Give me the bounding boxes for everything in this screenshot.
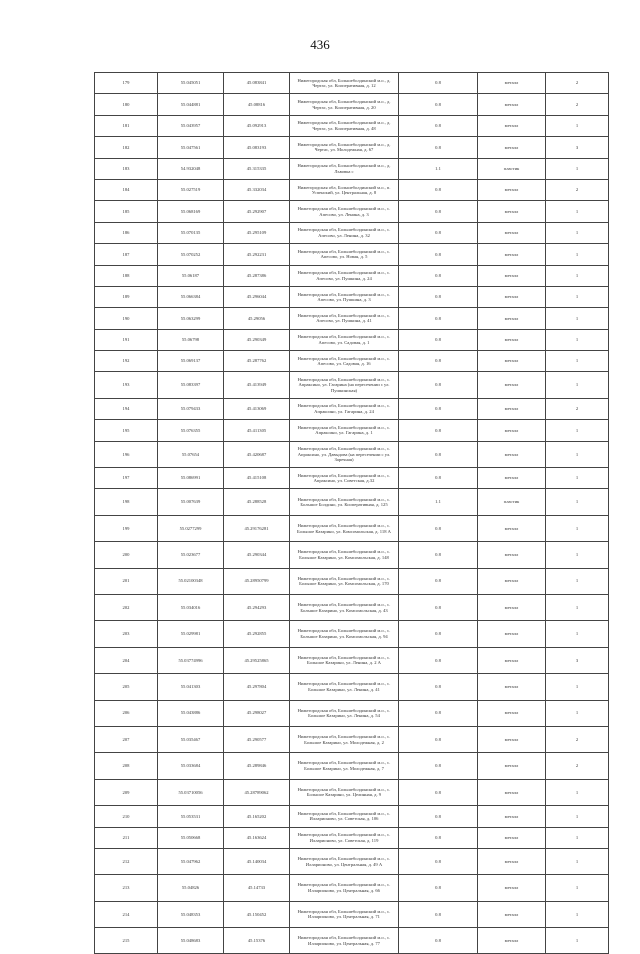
cell-count: 1 <box>546 700 609 726</box>
cell-count: 1 <box>546 674 609 700</box>
cell-number: 200 <box>95 542 158 568</box>
cell-longitude: 45.290349 <box>224 329 290 350</box>
cell-latitude: 55.070135 <box>158 222 224 243</box>
cell-volume: 0.8 <box>399 115 478 136</box>
registry-table <box>94 72 609 954</box>
cell-volume: 0.8 <box>399 700 478 726</box>
cell-material: металл <box>478 286 546 307</box>
cell-latitude: 55.027519 <box>158 179 224 200</box>
cell-number: 193 <box>95 372 158 398</box>
cell-number: 213 <box>95 875 158 901</box>
cell-longitude: 45.315335 <box>224 158 290 179</box>
cell-address: Нижегородская обл, Большеболдинский м.о., с. Большое Казарино, ул. Комсомольская, д. 118 А <box>290 515 399 541</box>
cell-material: металл <box>478 73 546 94</box>
cell-count: 1 <box>546 542 609 568</box>
cell-count: 3 <box>546 647 609 673</box>
cell-address: Нижегородская обл, Большеболдинский м.о., с. Большое Казарино, ул. Ленина, д. 41 <box>290 674 399 700</box>
cell-address: Нижегородская обл, Большеболдинский м.о., с. Большое Казарино, ул. Целинная, д. 9 <box>290 779 399 805</box>
cell-count: 1 <box>546 848 609 874</box>
cell-number: 197 <box>95 468 158 489</box>
cell-latitude: 55.079433 <box>158 398 224 419</box>
cell-material: металл <box>478 441 546 467</box>
cell-volume: 0.8 <box>399 286 478 307</box>
cell-number: 204 <box>95 647 158 673</box>
cell-material: металл <box>478 848 546 874</box>
cell-longitude: 45.165202 <box>224 806 290 827</box>
cell-longitude: 45.415108 <box>224 468 290 489</box>
cell-address: Нижегородская обл, Большеболдинский м.о., д. Чертас, ул. Кооперативная, д. 48 <box>290 115 399 136</box>
cell-longitude: 45.08816 <box>224 94 290 115</box>
cell-count: 2 <box>546 398 609 419</box>
cell-volume: 0.8 <box>399 468 478 489</box>
cell-material: металл <box>478 901 546 927</box>
registry-table-body <box>95 73 609 954</box>
cell-address: Нижегородская обл, Большеболдинский м.о., д. Чертас, ул. Кооперативная, д. 12 <box>290 73 399 94</box>
cell-material: пластик <box>478 158 546 179</box>
table-row <box>95 351 609 372</box>
cell-count: 1 <box>546 901 609 927</box>
cell-volume: 0.8 <box>399 94 478 115</box>
cell-longitude: 45.083193 <box>224 137 290 158</box>
cell-longitude: 45.29056 <box>224 308 290 329</box>
table-row <box>95 372 609 398</box>
cell-address: Нижегородская обл, Большеболдинский м.о., с. Илларионово, ул. Центральная, д. 49 А <box>290 848 399 874</box>
cell-count: 1 <box>546 441 609 467</box>
cell-material: металл <box>478 179 546 200</box>
cell-address: Нижегородская обл, Большеболдинский м.о., с. Большое Казарино, ул. Комсомольская, д. 94 <box>290 621 399 647</box>
cell-number: 198 <box>95 489 158 515</box>
cell-volume: 0.8 <box>399 398 478 419</box>
cell-volume: 0.8 <box>399 372 478 398</box>
cell-latitude: 55.070252 <box>158 244 224 265</box>
cell-longitude: 45.287762 <box>224 351 290 372</box>
cell-latitude: 55.063299 <box>158 308 224 329</box>
table-row <box>95 201 609 222</box>
cell-address: Нижегородская обл, Большеболдинский м.о., с. Апесово, ул. Садовая, д. 16 <box>290 351 399 372</box>
cell-material: металл <box>478 222 546 243</box>
cell-number: 186 <box>95 222 158 243</box>
cell-address: Нижегородская обл, Большеболдинский м.о., д. Чертас, ул. Кооперативная, д. 20 <box>290 94 399 115</box>
cell-latitude: 55.047962 <box>158 848 224 874</box>
cell-address: Нижегородская обл, Большеболдинский м.о., с. Большое Казарино, ул. Ленина, д. 54 <box>290 700 399 726</box>
cell-latitude: 55.033684 <box>158 753 224 779</box>
cell-count: 2 <box>546 753 609 779</box>
cell-volume: 0.8 <box>399 647 478 673</box>
cell-material: металл <box>478 726 546 752</box>
cell-material: металл <box>478 398 546 419</box>
table-row <box>95 875 609 901</box>
cell-latitude: 55.041303 <box>158 674 224 700</box>
cell-address: Нижегородская обл, Большеболдинский м.о., с. Апесово, ул. Пушкина, д. 41 <box>290 308 399 329</box>
table-row <box>95 329 609 350</box>
cell-latitude: 55.0277299 <box>158 515 224 541</box>
cell-volume: 0.8 <box>399 222 478 243</box>
cell-material: металл <box>478 700 546 726</box>
cell-number: 185 <box>95 201 158 222</box>
cell-number: 191 <box>95 329 158 350</box>
cell-volume: 0.8 <box>399 568 478 594</box>
cell-volume: 0.8 <box>399 594 478 620</box>
table-row <box>95 901 609 927</box>
cell-count: 2 <box>546 179 609 200</box>
table-row <box>95 806 609 827</box>
cell-longitude: 45.29176281 <box>224 515 290 541</box>
cell-number: 212 <box>95 848 158 874</box>
cell-volume: 0.8 <box>399 901 478 927</box>
cell-number: 181 <box>95 115 158 136</box>
table-row <box>95 542 609 568</box>
page-number: 436 <box>310 37 330 52</box>
cell-latitude: 55.045051 <box>158 73 224 94</box>
cell-volume: 0.8 <box>399 179 478 200</box>
cell-volume: 0.8 <box>399 351 478 372</box>
cell-material: пластик <box>478 489 546 515</box>
cell-number: 179 <box>95 73 158 94</box>
cell-address: Нижегородская обл, Большеболдинский м.о., с. Апраксино, ул. Гагарина, д. 24 <box>290 398 399 419</box>
cell-latitude: 55.02100348 <box>158 568 224 594</box>
cell-count: 1 <box>546 806 609 827</box>
cell-number: 211 <box>95 827 158 848</box>
cell-address: Нижегородская обл, Большеболдинский м.о., с. Апесово, ул. Новая, д. 5 <box>290 244 399 265</box>
cell-material: металл <box>478 137 546 158</box>
cell-count: 3 <box>546 137 609 158</box>
cell-number: 196 <box>95 441 158 467</box>
cell-volume: 0.8 <box>399 420 478 441</box>
cell-count: 1 <box>546 827 609 848</box>
cell-longitude: 45.420687 <box>224 441 290 467</box>
table-row <box>95 568 609 594</box>
cell-number: 214 <box>95 901 158 927</box>
cell-count: 2 <box>546 73 609 94</box>
cell-longitude: 45.092913 <box>224 115 290 136</box>
cell-volume: 0.8 <box>399 848 478 874</box>
cell-volume: 0.8 <box>399 779 478 805</box>
cell-volume: 0.8 <box>399 515 478 541</box>
cell-longitude: 45.298027 <box>224 700 290 726</box>
cell-material: металл <box>478 753 546 779</box>
cell-count: 1 <box>546 875 609 901</box>
cell-material: металл <box>478 647 546 673</box>
cell-address: Нижегородская обл, Большеболдинский м.о., с. Апраксино, ул. Гагарина (на пересечении с ул. Пушкинская) <box>290 372 399 398</box>
cell-latitude: 55.023677 <box>158 542 224 568</box>
cell-longitude: 45.288528 <box>224 489 290 515</box>
cell-volume: 0.8 <box>399 827 478 848</box>
cell-count: 1 <box>546 928 609 954</box>
cell-number: 207 <box>95 726 158 752</box>
cell-longitude: 45.14733 <box>224 875 290 901</box>
table-row <box>95 674 609 700</box>
cell-longitude: 45.140034 <box>224 848 290 874</box>
cell-number: 187 <box>95 244 158 265</box>
cell-longitude: 45.296044 <box>224 286 290 307</box>
cell-longitude: 45.292907 <box>224 201 290 222</box>
cell-material: металл <box>478 674 546 700</box>
cell-volume: 0.8 <box>399 542 478 568</box>
cell-address: Нижегородская обл, Большеболдинский м.о., с. Илларионово, ул. Советская, д. 119 <box>290 827 399 848</box>
cell-material: металл <box>478 779 546 805</box>
table-row <box>95 848 609 874</box>
cell-count: 1 <box>546 115 609 136</box>
cell-material: металл <box>478 928 546 954</box>
cell-address: Нижегородская обл, Большеболдинский м.о., с. Апраксино, ул. Гагарина, д. 1 <box>290 420 399 441</box>
table-row <box>95 94 609 115</box>
cell-address: Нижегородская обл, Большеболдинский м.о., с. Апесово, ул. Пушкина, д. 3 <box>290 286 399 307</box>
cell-latitude: 54.932048 <box>158 158 224 179</box>
cell-number: 190 <box>95 308 158 329</box>
cell-volume: 0.8 <box>399 806 478 827</box>
cell-longitude: 45.083841 <box>224 73 290 94</box>
table-row <box>95 928 609 954</box>
cell-latitude: 55.050668 <box>158 827 224 848</box>
cell-address: Нижегородская обл, Большеболдинский м.о., с. Большое Болдино, ул. Кооперативная, д. 125 <box>290 489 399 515</box>
cell-count: 1 <box>546 621 609 647</box>
cell-count: 1 <box>546 420 609 441</box>
cell-count: 1 <box>546 265 609 286</box>
cell-material: металл <box>478 244 546 265</box>
cell-latitude: 55.047561 <box>158 137 224 158</box>
table-row <box>95 441 609 467</box>
cell-latitude: 55.044881 <box>158 94 224 115</box>
cell-number: 203 <box>95 621 158 647</box>
cell-latitude: 55.076355 <box>158 420 224 441</box>
cell-volume: 0.8 <box>399 875 478 901</box>
cell-longitude: 45.28789062 <box>224 779 290 805</box>
cell-number: 180 <box>95 94 158 115</box>
cell-longitude: 45.297804 <box>224 674 290 700</box>
cell-count: 1 <box>546 515 609 541</box>
cell-number: 192 <box>95 351 158 372</box>
cell-material: металл <box>478 621 546 647</box>
cell-address: Нижегородская обл, Большеболдинский м.о., с. Апесово, ул. Пушкина, д. 24 <box>290 265 399 286</box>
table-row <box>95 398 609 419</box>
cell-number: 195 <box>95 420 158 441</box>
cell-number: 184 <box>95 179 158 200</box>
cell-address: Нижегородская обл, Большеболдинский м.о., с. Илларионово, ул. Центральная, д. 71 <box>290 901 399 927</box>
cell-number: 202 <box>95 594 158 620</box>
cell-latitude: 55.043886 <box>158 700 224 726</box>
cell-address: Нижегородская обл, Большеболдинский м.о., с. Большое Казарино, ул. Молодежная, д. 7 <box>290 753 399 779</box>
cell-latitude: 55.069137 <box>158 351 224 372</box>
cell-latitude: 55.083397 <box>158 372 224 398</box>
cell-material: металл <box>478 265 546 286</box>
cell-count: 1 <box>546 308 609 329</box>
cell-longitude: 45.150452 <box>224 901 290 927</box>
cell-material: металл <box>478 94 546 115</box>
table-row <box>95 286 609 307</box>
cell-material: металл <box>478 568 546 594</box>
cell-address: Нижегородская обл, Большеболдинский м.о., с. Апесово, ул. Ленина, д. 3 <box>290 201 399 222</box>
table-row <box>95 726 609 752</box>
table-row <box>95 621 609 647</box>
cell-volume: 0.8 <box>399 753 478 779</box>
cell-count: 2 <box>546 94 609 115</box>
table-row <box>95 468 609 489</box>
cell-count: 1 <box>546 286 609 307</box>
cell-number: 183 <box>95 158 158 179</box>
cell-count: 1 <box>546 489 609 515</box>
cell-address: Нижегородская обл, Большеболдинский м.о., с. Большое Казарино, ул. Молодежная, д. 2 <box>290 726 399 752</box>
cell-volume: 0.8 <box>399 928 478 954</box>
cell-material: металл <box>478 827 546 848</box>
cell-number: 209 <box>95 779 158 805</box>
cell-longitude: 45.289846 <box>224 753 290 779</box>
cell-volume: 0.8 <box>399 621 478 647</box>
cell-number: 206 <box>95 700 158 726</box>
cell-address: Нижегородская обл, Большеболдинский м.о., с. Большое Казарино, ул. Комсомольская, д. 170 <box>290 568 399 594</box>
table-row <box>95 515 609 541</box>
cell-longitude: 45.411305 <box>224 420 290 441</box>
table-row <box>95 827 609 848</box>
cell-number: 208 <box>95 753 158 779</box>
cell-address: Нижегородская обл, Большеболдинский м.о., д. Львовка с <box>290 158 399 179</box>
table-row <box>95 179 609 200</box>
cell-count: 1 <box>546 158 609 179</box>
cell-longitude: 45.163624 <box>224 827 290 848</box>
cell-number: 182 <box>95 137 158 158</box>
cell-volume: 1.1 <box>399 158 478 179</box>
cell-address: Нижегородская обл, Большеболдинский м.о., с. Апесово, ул. Ленина, д. 32 <box>290 222 399 243</box>
cell-material: металл <box>478 308 546 329</box>
cell-count: 1 <box>546 244 609 265</box>
table-row <box>95 700 609 726</box>
cell-count: 1 <box>546 222 609 243</box>
cell-count: 1 <box>546 201 609 222</box>
cell-longitude: 45.413069 <box>224 398 290 419</box>
cell-number: 188 <box>95 265 158 286</box>
cell-longitude: 45.295109 <box>224 222 290 243</box>
cell-volume: 1.1 <box>399 489 478 515</box>
table-row <box>95 489 609 515</box>
table-row <box>95 265 609 286</box>
cell-volume: 0.8 <box>399 329 478 350</box>
cell-longitude: 45.413949 <box>224 372 290 398</box>
cell-material: металл <box>478 875 546 901</box>
cell-latitude: 55.048683 <box>158 928 224 954</box>
table-row <box>95 647 609 673</box>
table-row <box>95 73 609 94</box>
cell-volume: 0.8 <box>399 201 478 222</box>
cell-latitude: 55.053531 <box>158 806 224 827</box>
cell-address: Нижегородская обл, Большеболдинский м.о., с. Апесово, ул. Садовая, д. 1 <box>290 329 399 350</box>
cell-material: металл <box>478 542 546 568</box>
table-row <box>95 308 609 329</box>
cell-longitude: 45.292855 <box>224 621 290 647</box>
cell-count: 1 <box>546 351 609 372</box>
cell-latitude: 55.066384 <box>158 286 224 307</box>
cell-latitude: 55.04826 <box>158 875 224 901</box>
cell-material: металл <box>478 329 546 350</box>
cell-material: металл <box>478 468 546 489</box>
cell-address: Нижегородская обл, Большеболдинский м.о., с. Большое Казарино, ул. Комсомольская, д. 43 <box>290 594 399 620</box>
cell-longitude: 45.292231 <box>224 244 290 265</box>
cell-material: металл <box>478 201 546 222</box>
table-row <box>95 594 609 620</box>
table-row <box>95 244 609 265</box>
cell-volume: 0.8 <box>399 137 478 158</box>
cell-material: металл <box>478 420 546 441</box>
cell-material: металл <box>478 806 546 827</box>
cell-count: 1 <box>546 779 609 805</box>
cell-address: Нижегородская обл, Большеболдинский м.о., с. Илларионово, ул. Центральная, д. 66 <box>290 875 399 901</box>
cell-volume: 0.8 <box>399 674 478 700</box>
cell-material: металл <box>478 515 546 541</box>
cell-volume: 0.8 <box>399 244 478 265</box>
cell-number: 210 <box>95 806 158 827</box>
table-row <box>95 222 609 243</box>
cell-longitude: 45.287386 <box>224 265 290 286</box>
cell-latitude: 55.007639 <box>158 489 224 515</box>
cell-address: Нижегородская обл, Большеболдинский м.о., п. Успенский, ул. Центральная, д. 8 <box>290 179 399 200</box>
cell-latitude: 55.034016 <box>158 594 224 620</box>
cell-longitude: 45.294293 <box>224 594 290 620</box>
table-row <box>95 779 609 805</box>
table-row <box>95 115 609 136</box>
cell-count: 1 <box>546 468 609 489</box>
cell-latitude: 55.06187 <box>158 265 224 286</box>
cell-material: металл <box>478 115 546 136</box>
cell-volume: 0.8 <box>399 265 478 286</box>
cell-latitude: 55.048353 <box>158 901 224 927</box>
cell-latitude: 55.03774996 <box>158 647 224 673</box>
cell-volume: 0.8 <box>399 73 478 94</box>
table-row <box>95 158 609 179</box>
cell-count: 1 <box>546 372 609 398</box>
cell-volume: 0.8 <box>399 726 478 752</box>
cell-count: 1 <box>546 329 609 350</box>
cell-number: 194 <box>95 398 158 419</box>
table-row <box>95 753 609 779</box>
cell-material: металл <box>478 351 546 372</box>
cell-number: 215 <box>95 928 158 954</box>
cell-number: 189 <box>95 286 158 307</box>
cell-address: Нижегородская обл, Большеболдинский м.о., с. Апраксино, ул. Советская, д.32 <box>290 468 399 489</box>
cell-volume: 0.8 <box>399 441 478 467</box>
cell-longitude: 45.28950799 <box>224 568 290 594</box>
cell-number: 201 <box>95 568 158 594</box>
cell-longitude: 45.290577 <box>224 726 290 752</box>
cell-latitude: 55.07654 <box>158 441 224 467</box>
cell-address: Нижегородская обл, Большеболдинский м.о., с. Апраксино, ул. Давыдова (на пересечении с ул. Заречная) <box>290 441 399 467</box>
cell-latitude: 55.043957 <box>158 115 224 136</box>
cell-latitude: 55.06798 <box>158 329 224 350</box>
cell-address: Нижегородская обл, Большеболдинский м.о., с. Большое Казарино, ул. Комсомольская, д. 148 <box>290 542 399 568</box>
cell-number: 205 <box>95 674 158 700</box>
cell-longitude: 45.332034 <box>224 179 290 200</box>
cell-longitude: 45.290344 <box>224 542 290 568</box>
cell-longitude: 45.15376 <box>224 928 290 954</box>
cell-address: Нижегородская обл, Большеболдинский м.о., с. Илларионово, ул. Советская, д. 106 <box>290 806 399 827</box>
cell-count: 2 <box>546 726 609 752</box>
cell-count: 1 <box>546 568 609 594</box>
cell-longitude: 45.29525865 <box>224 647 290 673</box>
cell-count: 1 <box>546 594 609 620</box>
table-row <box>95 137 609 158</box>
cell-material: металл <box>478 594 546 620</box>
cell-material: металл <box>478 372 546 398</box>
cell-address: Нижегородская обл, Большеболдинский м.о., с. Илларионово, ул. Центральная, д. 77 <box>290 928 399 954</box>
cell-address: Нижегородская обл, Большеболдинский м.о., с. Большое Казарино, ул. Ленина, д. 2 А <box>290 647 399 673</box>
cell-latitude: 55.029981 <box>158 621 224 647</box>
cell-latitude: 55.03710056 <box>158 779 224 805</box>
cell-latitude: 55.035467 <box>158 726 224 752</box>
cell-latitude: 55.086991 <box>158 468 224 489</box>
table-row <box>95 420 609 441</box>
cell-latitude: 55.068169 <box>158 201 224 222</box>
cell-number: 199 <box>95 515 158 541</box>
cell-address: Нижегородская обл, Большеболдинский м.о., д. Чертас, ул. Молодежная, д. 67 <box>290 137 399 158</box>
cell-volume: 0.8 <box>399 308 478 329</box>
